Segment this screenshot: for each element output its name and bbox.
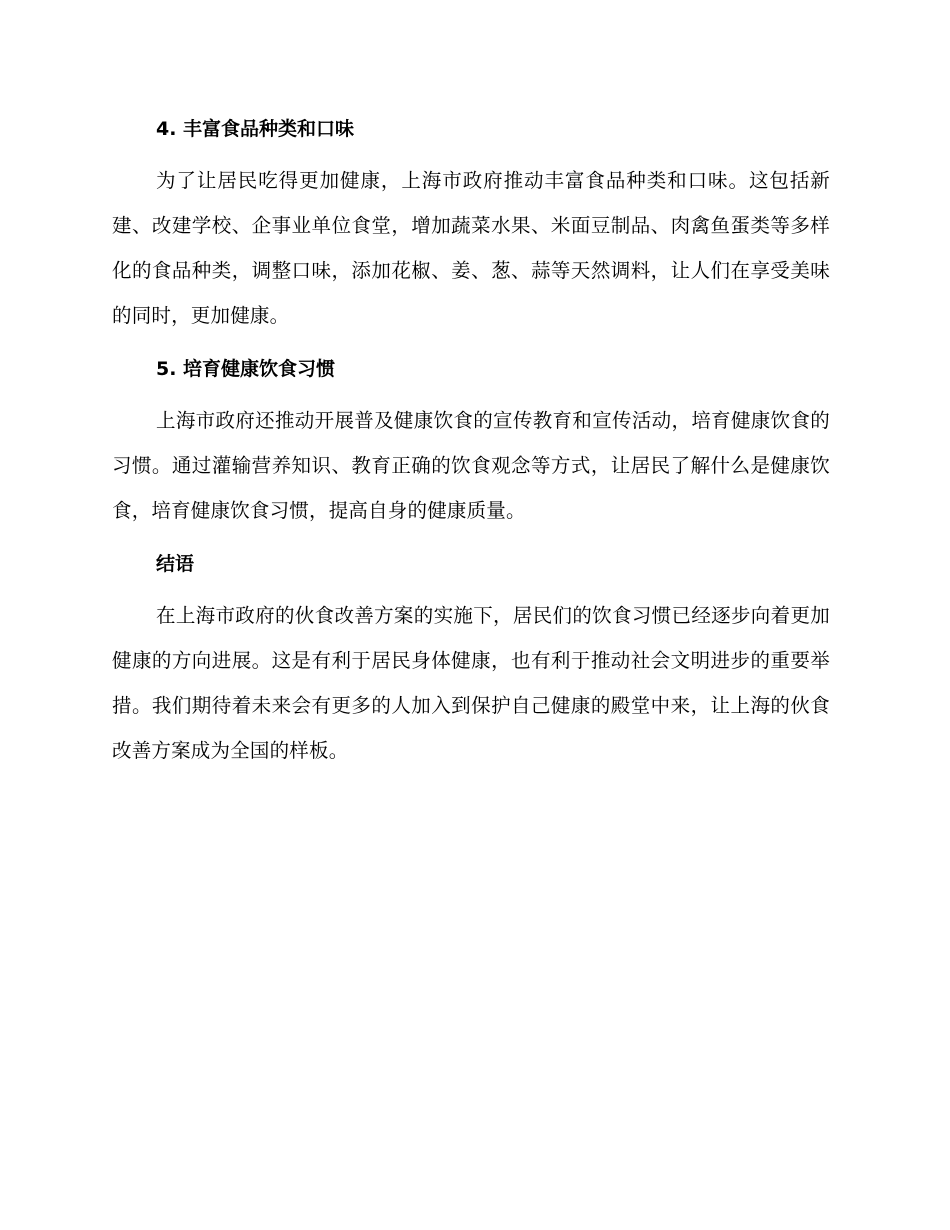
section-healthy-habits (112, 354, 830, 533)
section-food-variety (112, 114, 830, 338)
section-paragraph: 在上海市政府的伙食改善方案的实施下，居民们的饮食习惯已经逐步向着更加健康的方向进展。这是有利于居民身体健康，也有利于推动社会文明进步的重要举措。我们期待着未来会有更多的人加入到保护自己健康的殿堂中来，让上海的伙食改善方案成为全国的样板。 (112, 604, 830, 762)
section-conclusion (112, 549, 830, 773)
section-heading: 结语 (156, 553, 195, 575)
section-paragraph: 为了让居民吃得更加健康，上海市政府推动丰富食品种类和口味。这包括新建、改建学校、企事业单位食堂，增加蔬菜水果、米面豆制品、肉禽鱼蛋类等多样化的食品种类，调整口味，添加花椒、姜、葱、蒜等天然调料，让人们在享受美味的同时，更加健康。 (112, 169, 830, 327)
section-heading: 4. 丰富食品种类和口味 (156, 118, 355, 140)
section-heading: 5. 培育健康饮食习惯 (156, 358, 336, 380)
document-page (112, 114, 830, 773)
section-paragraph: 上海市政府还推动开展普及健康饮食的宣传教育和宣传活动，培育健康饮食的习惯。通过灌输营养知识、教育正确的饮食观念等方式，让居民了解什么是健康饮食，培育健康饮食习惯，提高自身的健康质量。 (112, 409, 830, 522)
